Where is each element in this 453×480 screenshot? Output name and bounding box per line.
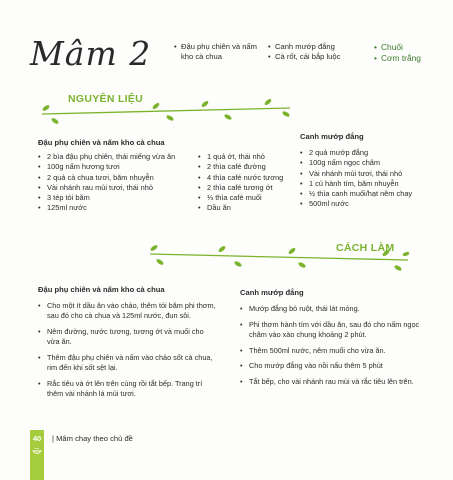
list-item: • ½ thìa canh muối/hạt nêm chay: [300, 189, 450, 199]
list-item: • Dầu ăn: [198, 203, 294, 213]
step-item: • Thêm 500ml nước, nêm muối cho vừa ăn.: [240, 346, 432, 356]
list-item: • 2 quả cà chua tươi, băm nhuyễn: [38, 173, 198, 183]
list-item: • 2 bìa đậu phụ chiên, thái miếng vừa ăn: [38, 152, 198, 162]
menu-item: • Canh mướp đắng: [268, 42, 372, 52]
list-item: • 1 quả ớt, thái nhỏ: [198, 152, 294, 162]
method-heading: CÁCH LÀM: [336, 242, 395, 254]
menu-item: • Cơm trắng: [374, 53, 444, 64]
soup-ingredients-title: Canh mướp đắng: [300, 132, 364, 141]
book-title: | Mâm chay theo chủ đề: [52, 434, 133, 443]
list-item: • 500ml nước: [300, 199, 450, 209]
tofu-method-steps: [38, 301, 218, 405]
tofu-method-title: Đậu phụ chiên và nấm kho cà chua: [38, 285, 165, 294]
list-item: • 4 thìa café nước tương: [198, 173, 294, 183]
step-item: • Tắt bếp, cho vài nhánh rau mùi và rắc tiêu lên trên.: [240, 377, 432, 387]
page-title: Mâm 2: [30, 34, 152, 73]
menu-item: • Cà rốt, cải bắp luộc: [268, 52, 372, 62]
step-item: • Thêm đậu phụ chiên và nấm vào chảo sốt cà chua, rim đến khi sốt sệt lại.: [38, 353, 218, 373]
list-item: • 2 thìa café tương ớt: [198, 183, 294, 193]
tofu-ingredients-title: Đậu phụ chiên và nấm kho cà chua: [38, 138, 165, 147]
ingredients-heading: NGUYÊN LIỆU: [68, 93, 144, 105]
list-item: • 125ml nước: [38, 203, 198, 213]
list-item: • 2 quả mướp đắng: [300, 148, 450, 158]
list-item: • ⅓ thìa café muối: [198, 193, 294, 203]
soup-method-title: Canh mướp đắng: [240, 288, 304, 297]
list-item: • 1 củ hành tím, băm nhuyễn: [300, 179, 450, 189]
list-item: • 100g nấm hương tươi: [38, 162, 198, 172]
list-item: • Vài nhánh mùi tươi, thái nhỏ: [300, 169, 450, 179]
step-item: • Phi thơm hành tím với dầu ăn, sau đó cho nấm ngọc châm vào xào chung khoảng 2 phút.: [240, 320, 432, 340]
soup-method-steps: [240, 304, 432, 393]
step-item: • Nêm đường, nước tương, tương ớt và muối cho vừa ăn.: [38, 327, 218, 347]
step-item: • Mướp đắng bỏ ruột, thái lát mỏng.: [240, 304, 432, 314]
page-number: 40: [32, 434, 42, 443]
list-item: • 2 thìa café đường: [198, 162, 294, 172]
menu-item: • Chuối: [374, 42, 444, 53]
menu-item: • Đậu phụ chiên và nấm kho cà chua: [174, 42, 262, 62]
bowl-icon: [32, 446, 42, 456]
list-item: • 3 tép tỏi băm: [38, 193, 198, 203]
list-item: • Vài nhánh rau mùi tươi, thái nhỏ: [38, 183, 198, 193]
step-item: • Cho một ít dầu ăn vào chảo, thêm tỏi băm phi thơm, sau đó cho cà chua và 125ml nước, đun sôi.: [38, 301, 218, 321]
step-item: • Rắc tiêu và ớt lên trên cùng rồi tắt bếp. Trang trí thêm vài nhánh lá mùi tươi.: [38, 379, 218, 399]
list-item: • 100g nấm ngọc châm: [300, 158, 450, 168]
step-item: • Cho mướp đắng vào nồi nấu thêm 5 phút: [240, 361, 432, 371]
